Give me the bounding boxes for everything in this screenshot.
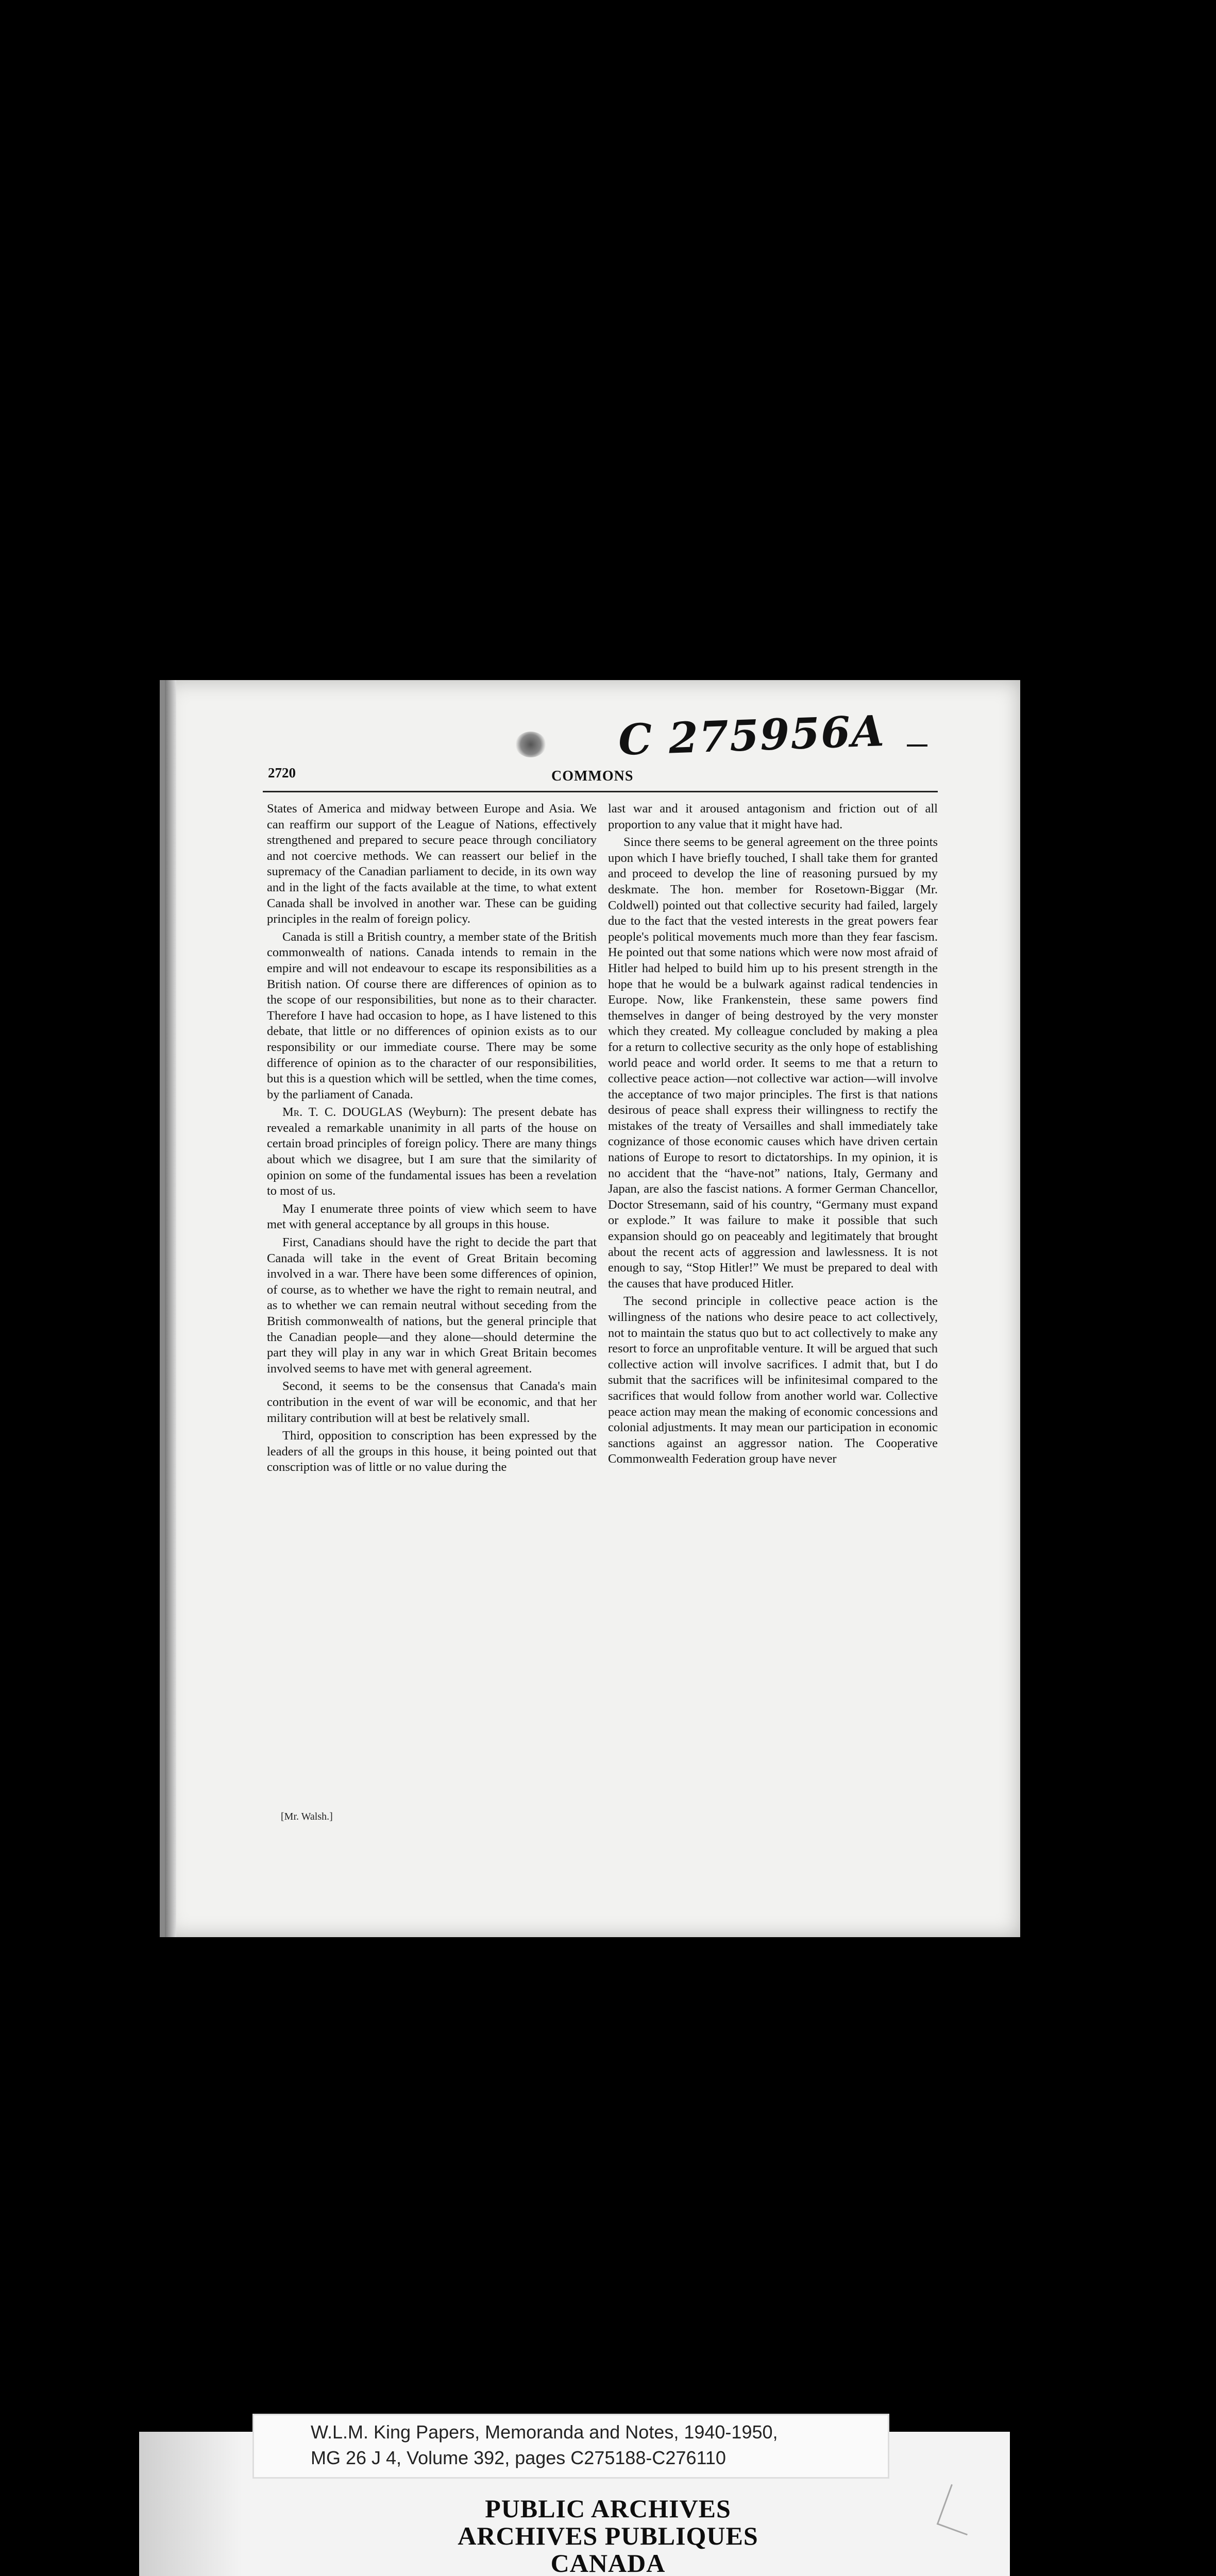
handwritten-reference-number: C 275956A	[617, 706, 886, 766]
scanned-page	[160, 680, 1020, 1937]
paragraph	[267, 1201, 597, 1233]
paragraph-text: Since there seems to be general agreement on the three points upon which I have briefly touched, I shall take them for granted and proceed to develop the line of reasoning pursued by my deskmate. The hon. member for Rosetown-Biggar (Mr. Coldwell) pointed out that collective security had failed, largely due to the fact that the vested interests in the great powers fear people's political movements much more than they fear fascism. He pointed out that some nations which were now most afraid of Hitler had helped to build him up to his present strength in the hope that he would be a bulwark against radical tendencies in Europe. Now, like Frankenstein, these same powers find themselves in danger of being destroyed by the very monster which they created. My colleague concluded by making a plea for a return to collective security as the only hope of establishing world peace and world order. It seems to me that a return to collective peace action—not collective war action—will involve the acceptance of two major principles. The first is that nations desirous of peace shall express their willingness to rectify the mistakes of the treaty of Versailles and shall immediately take cognizance of those economic causes which have driven certain nations of Europe to resort to dictatorships. In my opinion, it is no accident that the “have-not” nations, Italy, Germany and Japan, are also the fascist nations. A former German Chancellor, Doctor Stresemann, said of his country, “Germany must expand or explode.” It was failure to make it possible that such expansion should go on peaceably and legitimately that brought about the recent acts of aggression and lawlessness. It is not enough to say, “Stop Hitler!” We must be prepared to deal with the causes that have produced Hitler.	[608, 835, 938, 1291]
paragraph-text: Second, it seems to be the consensus that Canada's main contribution in the event of war will be economic, and that her military contribution will at best be relatively small.	[267, 1379, 597, 1425]
paragraph	[267, 1428, 597, 1476]
journal-title: COMMONS	[551, 768, 634, 784]
speaker-name: Mr. T. C. DOUGLAS	[282, 1105, 403, 1120]
page-number: 2720	[268, 765, 296, 781]
paragraph	[267, 801, 597, 927]
right-column	[608, 801, 938, 1469]
paragraph-text: Third, opposition to conscription has been expressed by the leaders of all the groups in this house, it being pointed out that conscription was of little or no value during the	[267, 1429, 597, 1475]
page-edge-shadow	[165, 680, 176, 1937]
archive-title-english: PUBLIC ARCHIVES	[485, 2494, 731, 2523]
running-head	[268, 765, 938, 786]
paragraph-text: last war and it aroused antagonism and friction out of all proportion to any value that it might have had.	[608, 802, 938, 832]
paragraph	[267, 1379, 597, 1426]
paragraph-text: The second principle in collective peace action is the willingness of the nations who desire peace to act collectively, not to maintain the status quo but to act collectively to make any resort to force an unprofitable venture. It will be argued that such collective action will involve sacrifices. I admit that, but I do submit that the sacrifices will be infinitesimal compared to the sacrifices that would follow from another world war. Collective peace action may mean the making of economic concessions and colonial adjustments. It may mean our participation in economic sanctions against an aggressor nation. The Cooperative Commonwealth Federation group have never	[608, 1294, 938, 1466]
paragraph	[267, 929, 597, 1103]
left-column	[267, 801, 597, 1478]
reference-line: W.L.M. King Papers, Memoranda and Notes, 1940-1950,	[311, 2421, 778, 2443]
paragraph	[608, 1294, 938, 1467]
paragraph	[608, 801, 938, 833]
archive-title-french: ARCHIVES PUBLIQUES	[458, 2521, 758, 2550]
paragraph	[608, 835, 938, 1292]
handwritten-dash	[907, 744, 927, 747]
reference-line: MG 26 J 4, Volume 392, pages C275188-C276110	[311, 2447, 726, 2468]
archive-band-shading	[139, 2432, 242, 2576]
archive-title-country: CANADA	[550, 2549, 666, 2576]
paragraph-text: First, Canadians should have the right to decide the part that Canada will take in the event of Great Britain becoming involved in a war. There have been some differences of opinion, of course, as to whether we have the right to remain neutral, and as to whether we can remain neutral without seceding from the British commonwealth of nations, but the general principle that the Canadian people—and they alone—should determine the part they will play in any war in which Great Britain becomes involved seems to have met with general agreement.	[267, 1235, 597, 1376]
paragraph	[267, 1235, 597, 1377]
paragraph	[267, 1105, 597, 1199]
paragraph-text: (Weyburn): The present debate has revealed a remarkable unanimity in all parts of the house on certain broad principles of foreign policy. There are many things about which we disagree, but I am sure that the similarity of opinion on some of the fundamental issues has been a revelation to most of us.	[267, 1105, 597, 1198]
paragraph-text: Canada is still a British country, a member state of the British commonwealth of nations. Canada intends to remain in the empire and will not endeavour to escape its responsibilities as a British nation. Of course there are differences of opinion as to the scope of our responsibilities, but none as to their character. Therefore I have had occasion to hope, as I have listened to this debate, that little or no differences of opinion exists as to our responsibility or our immediate course. There may be some difference of opinion as to the character of our responsibilities, but this is a question which will be settled, when the time comes, by the parliament of Canada.	[267, 929, 597, 1101]
reference-label	[252, 2414, 889, 2479]
ink-blot	[515, 732, 546, 757]
paragraph-text: States of America and midway between Europe and Asia. We can reaffirm our support of the League of Nations, effectively strengthened and prepared to secure peace through conciliatory and not coercive methods. We can reassert our belief in the supremacy of the Canadian parliament to decide, in its own way and in the light of the facts available at the time, to what extent Canada shall be involved in another war. These can be guiding principles in the realm of foreign policy.	[267, 802, 597, 926]
paragraph-text: May I enumerate three points of view which seem to have met with general acceptance by all groups in this house.	[267, 1201, 597, 1232]
header-rule	[263, 791, 938, 792]
footer-note: [Mr. Walsh.]	[281, 1811, 333, 1822]
